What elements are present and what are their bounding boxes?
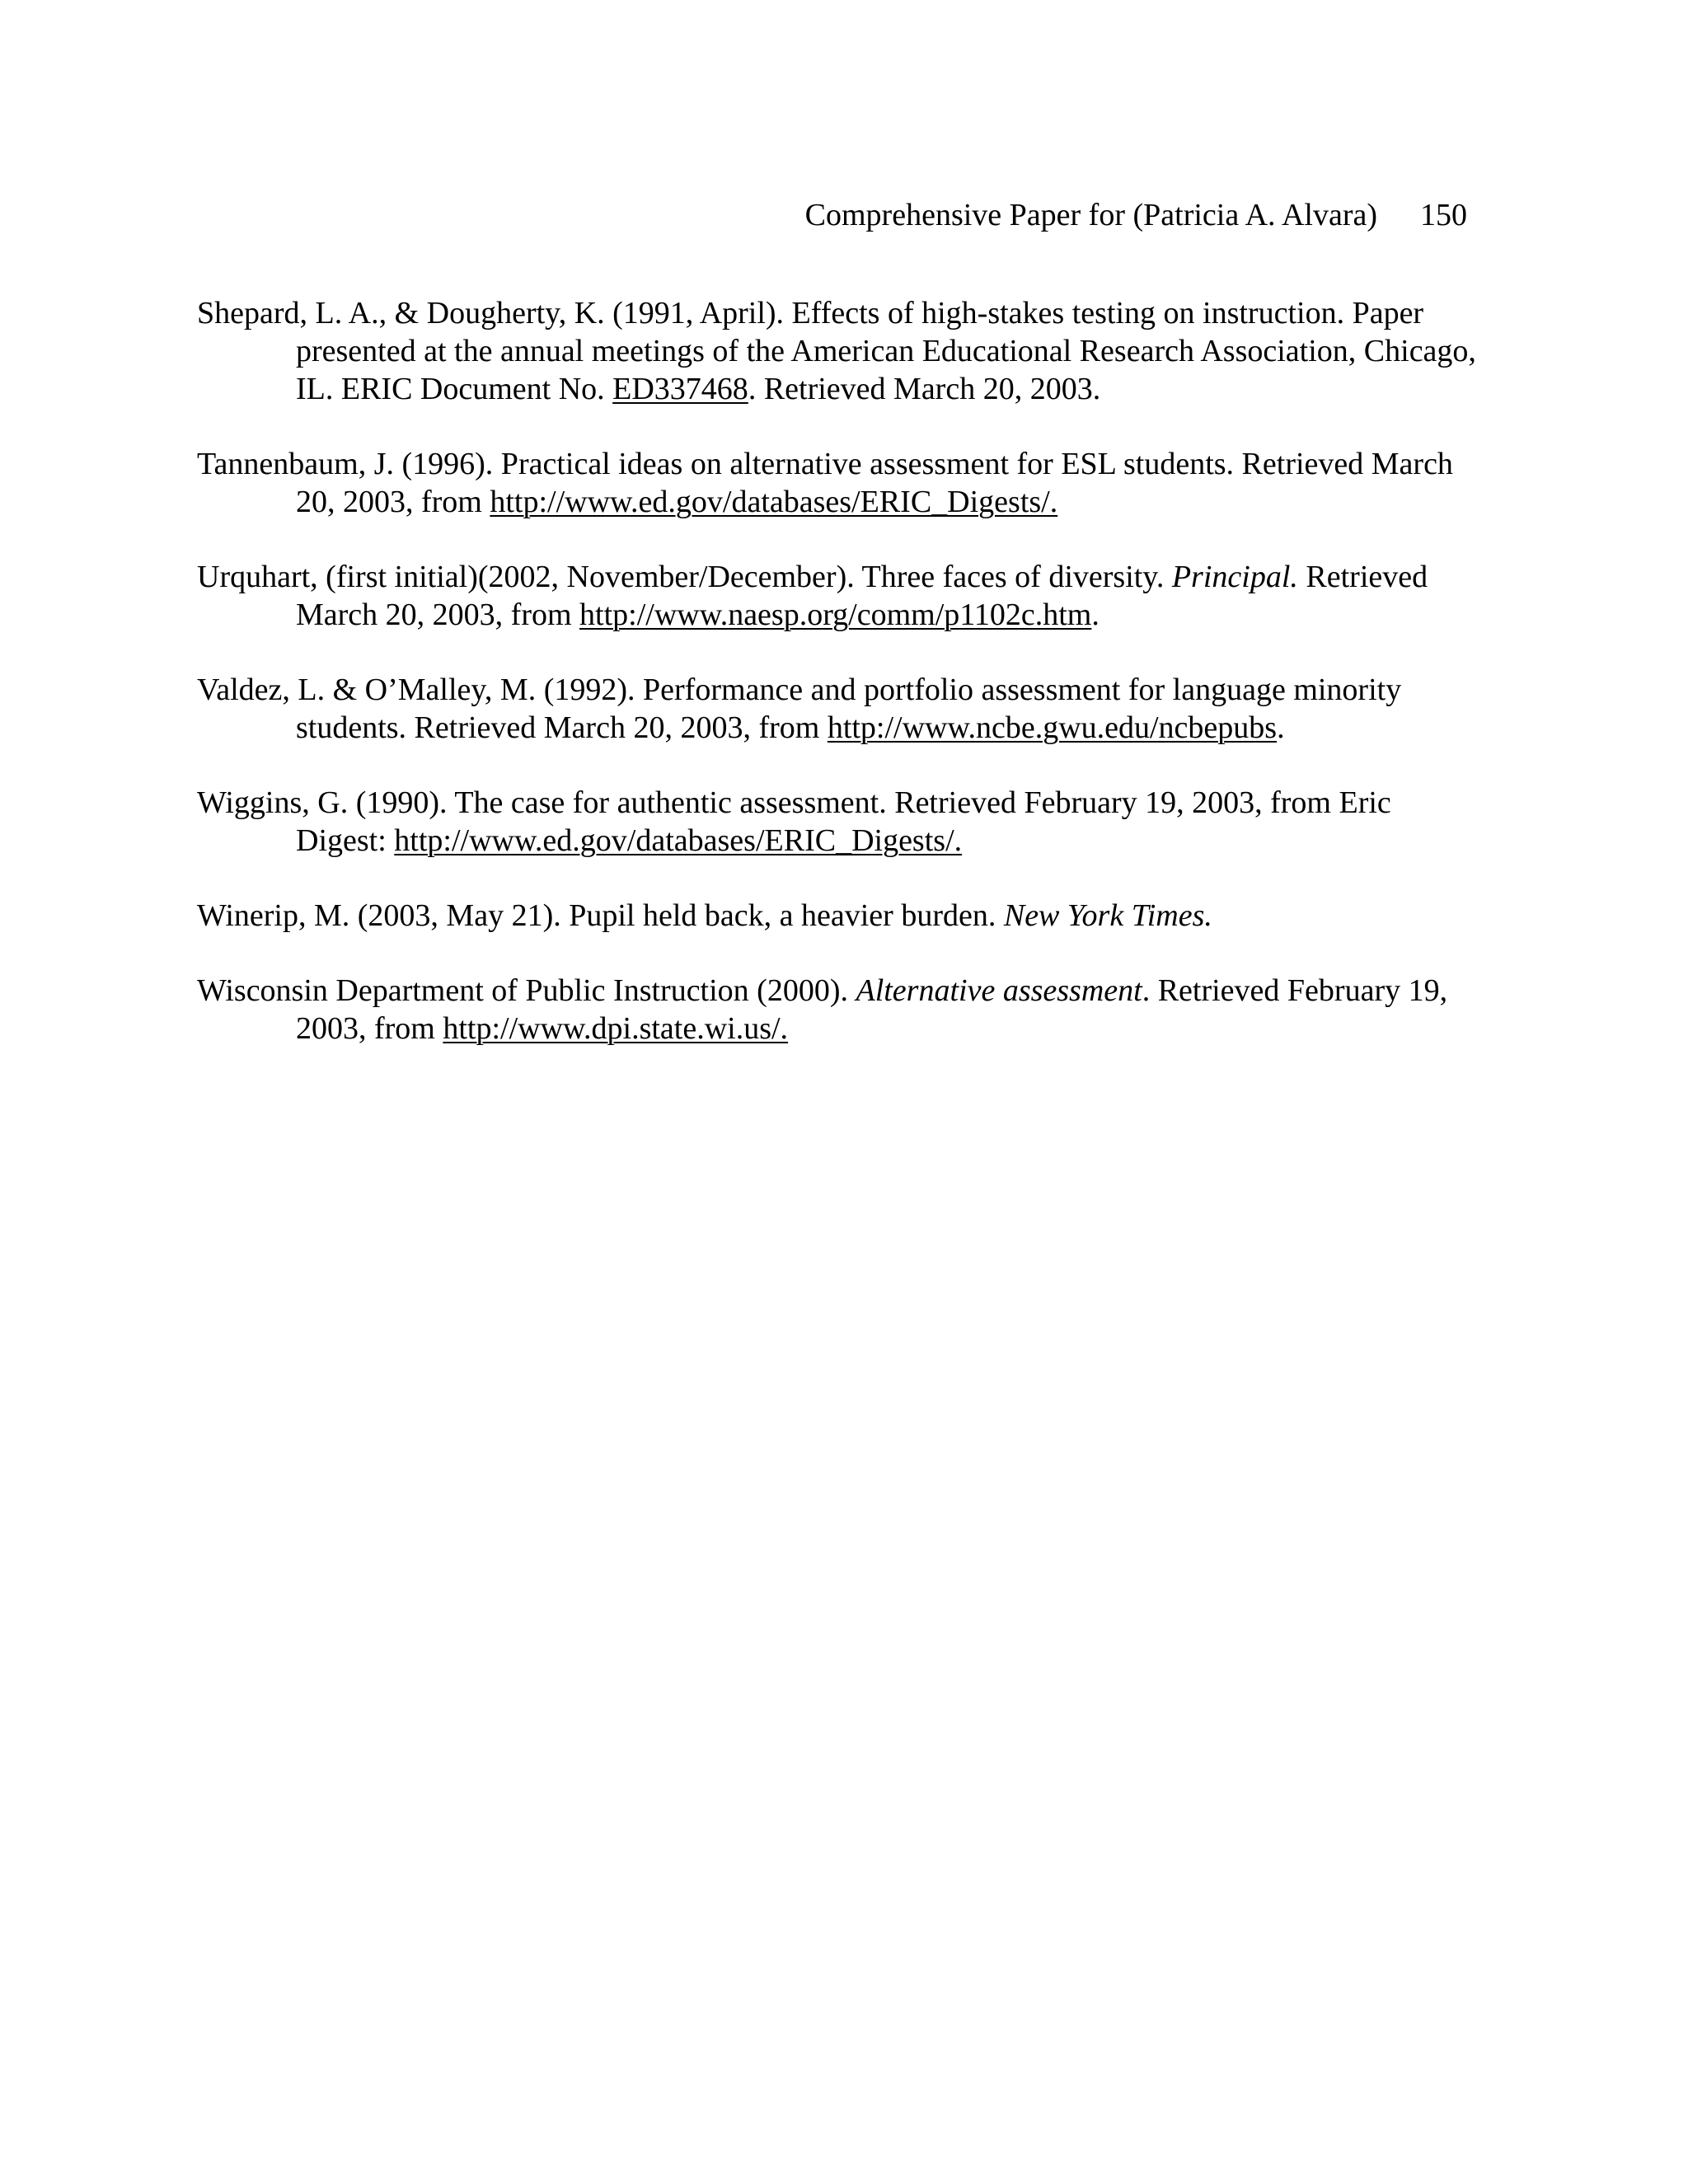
reference-shepard xyxy=(197,294,1483,408)
reference-text: . xyxy=(1091,598,1100,632)
reference-link[interactable]: http://www.ed.gov/databases/ERIC_Digests/. xyxy=(394,823,963,858)
reference-text: Tannenbaum, J. (1996). Practical ideas on alternative assessment for ESL students. Retrieved March 20, 2003, from xyxy=(197,447,1453,519)
reference-tannenbaum xyxy=(197,445,1483,521)
reference-link[interactable]: http://www.dpi.state.wi.us/. xyxy=(443,1011,789,1046)
reference-wiggins xyxy=(197,784,1483,860)
reference-list xyxy=(197,294,1483,1085)
reference-text: . Retrieved March 20, 2003. xyxy=(748,372,1101,406)
reference-link[interactable]: ED337468 xyxy=(612,372,748,406)
reference-urquhart xyxy=(197,558,1483,634)
reference-link[interactable]: http://www.ncbe.gwu.edu/ncbepubs xyxy=(827,710,1278,745)
reference-source-title: Principal. xyxy=(1171,560,1298,594)
reference-text: Retrieved March 20, 2003, from xyxy=(296,560,1428,632)
reference-text: Wiggins, G. (1990). The case for authentic assessment. Retrieved February 19, 2003, from Eric Digest: xyxy=(197,785,1391,858)
running-title: Comprehensive Paper for (Patricia A. Alvara) xyxy=(804,198,1377,232)
reference-link[interactable]: http://www.ed.gov/databases/ERIC_Digests/. xyxy=(490,485,1058,519)
reference-text: Wisconsin Department of Public Instruction (2000). xyxy=(197,973,856,1008)
page-number: 150 xyxy=(1420,198,1467,232)
reference-text: Valdez, L. & O’Malley, M. (1992). Performance and portfolio assessment for language minority students. Retrieved March 20, 2003, from xyxy=(197,673,1402,745)
reference-text: Winerip, M. (2003, May 21). Pupil held back, a heavier burden. xyxy=(197,898,1004,933)
reference-text: . Retrieved February 19, 2003, from xyxy=(296,973,1448,1046)
reference-source-title: New York Times. xyxy=(1003,898,1212,933)
reference-link[interactable]: http://www.naesp.org/comm/p1102c.htm xyxy=(579,598,1092,632)
reference-winerip xyxy=(197,897,1483,935)
reference-valdez xyxy=(197,671,1483,747)
reference-source-title: Alternative assessment xyxy=(856,973,1142,1008)
reference-wisconsin xyxy=(197,972,1483,1047)
reference-text: . xyxy=(1277,710,1285,745)
reference-text: Urquhart, (first initial)(2002, November/December). Three faces of diversity. xyxy=(197,560,1172,594)
reference-text: Shepard, L. A., & Dougherty, K. (1991, April). Effects of high-stakes testing on instruction. Paper presented at the annual meetings of the American Educational Research Association, Chicago, IL. ERIC Document No. xyxy=(197,296,1476,406)
running-head xyxy=(805,195,1467,235)
